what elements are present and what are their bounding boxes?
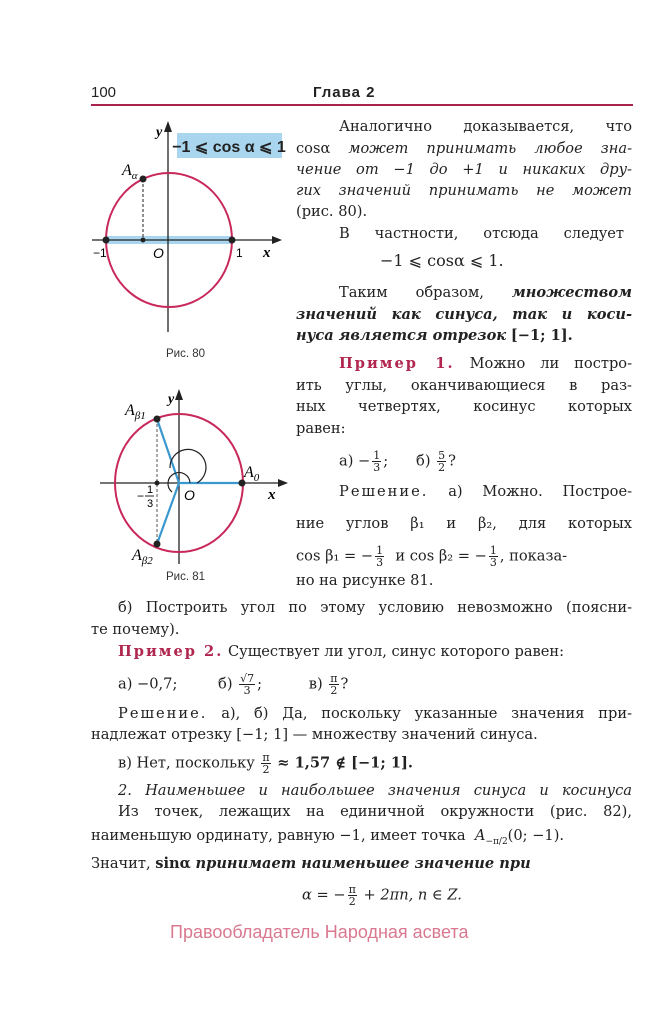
text-line: Аналогично доказывается, что: [339, 118, 632, 135]
numerator: 5: [438, 449, 446, 462]
paragraph-line: [118, 704, 632, 724]
denominator: 3: [243, 684, 251, 697]
text-span: ≈ 1,57 ∉ [−1; 1].: [277, 754, 414, 772]
denominator: 2: [438, 461, 446, 474]
fraction: [437, 450, 446, 473]
denominator: 3: [376, 556, 384, 569]
option-a: а) −: [339, 452, 371, 470]
x-axis-arrow-icon: [278, 479, 288, 487]
origin-label: O: [184, 487, 195, 503]
x-axis-label: x: [263, 245, 271, 261]
denominator: 2: [330, 684, 338, 697]
paragraph-line: [91, 826, 632, 852]
paragraph-line: но на рисунке 81.: [296, 572, 434, 589]
numerator: π: [262, 751, 270, 764]
text-span: наименьшую ординату, равную −1, имеет точка: [91, 827, 466, 844]
example-1-label: Пример 1.: [339, 355, 455, 372]
text-span: , показа-: [499, 547, 568, 565]
text-span: а) Можно. Построе-: [448, 483, 632, 500]
paragraph-line: Из точек, лежащих на единичной окружности (рис. 82),: [118, 803, 632, 820]
text-span: ?: [340, 675, 349, 693]
figure-80-caption: Рис. 80: [166, 348, 206, 360]
text-span: может принимать любое зна-: [348, 140, 632, 157]
text-span: Существует ли угол, синус которого равен:: [227, 643, 565, 660]
paragraph-line: [296, 326, 573, 346]
paragraph-line: те почему).: [91, 621, 180, 638]
paragraph-line: ние углов β₁ и β₂, для которых: [296, 515, 632, 532]
text-span: нуса является отрезок: [296, 327, 507, 344]
paragraph-line: [339, 482, 632, 502]
text-span: в) Нет, поскольку: [118, 754, 255, 772]
point-minus-one: [103, 237, 110, 244]
fraction: [372, 450, 381, 473]
numerator: 1: [376, 544, 384, 557]
point-projection: [141, 238, 146, 243]
x-axis-label: x: [268, 487, 276, 503]
point-label: $A_\alpha$: [122, 162, 138, 182]
y-axis-arrow-icon: [164, 121, 172, 132]
denominator: 2: [262, 763, 270, 776]
minus-sign: −: [137, 489, 145, 503]
paragraph-line: [118, 642, 564, 662]
text-span: ?: [448, 452, 456, 470]
point-a-beta2: [154, 541, 161, 548]
radius-a-beta2: [157, 483, 179, 544]
text-span: множеством: [511, 284, 632, 301]
point-projection: [155, 481, 160, 486]
paragraph-line: [118, 752, 413, 775]
text-span: и cos β₂ = −: [395, 547, 487, 565]
tick-minus-one: −1: [93, 246, 107, 260]
y-axis-label: y: [156, 125, 163, 140]
option-b: б): [416, 452, 431, 470]
numerator: √7: [240, 672, 255, 685]
denominator: 2: [348, 895, 356, 908]
fraction: [329, 673, 338, 696]
text-span: + 2πn, n ∈ Z.: [363, 886, 462, 904]
y-axis-arrow-icon: [175, 389, 183, 400]
text-span: Можно ли постро-: [469, 355, 632, 372]
tick-one: 1: [236, 246, 243, 260]
example-2-options: [118, 673, 348, 696]
cos-range-label: −1 ⩽ cos α ⩽ 1: [172, 139, 286, 156]
text-span: [−1; 1].: [510, 327, 573, 344]
minus-third-den: 3: [147, 498, 154, 510]
example-1-options: [339, 450, 456, 473]
paragraph-line: чение от −1 до +1 и никаких дру-: [296, 161, 632, 178]
paragraph-line: надлежат отрезку [−1; 1] — множеству значений синуса.: [91, 726, 538, 743]
option-b: б): [218, 675, 233, 693]
text-span: Таким образом,: [339, 284, 484, 301]
solution-label: Решение.: [339, 483, 429, 500]
paragraph-line: [339, 117, 632, 137]
text-span: а), б) Да, поскольку указанные значения при-: [221, 705, 632, 722]
page-number: 100: [91, 84, 117, 101]
figure-81-caption: Рис. 81: [166, 571, 206, 583]
paragraph-line: [296, 545, 632, 568]
section-2-title: 2. Наименьшее и наибольшее значения синуса и косинуса: [118, 782, 632, 799]
text-span: ;: [383, 452, 389, 470]
paragraph-line: ных четвертях, косинус которых: [296, 398, 632, 415]
paragraph-line: [91, 854, 531, 874]
x-axis-arrow-icon: [272, 236, 282, 244]
origin-label: O: [153, 245, 164, 261]
denominator: 3: [373, 461, 381, 474]
numerator: π: [330, 672, 338, 685]
numerator: 1: [373, 449, 381, 462]
numerator: 1: [489, 544, 497, 557]
numerator: π: [348, 883, 356, 896]
paragraph-line: В частности, отсюда следует: [339, 225, 624, 242]
paragraph-line: [339, 354, 632, 374]
fraction: [489, 545, 498, 568]
option-a: а) −0,7;: [118, 675, 178, 693]
fraction: [261, 752, 270, 775]
text-span: sinα: [155, 855, 191, 872]
copyright-footer: Правообладатель Народная асвета: [170, 922, 469, 942]
text-span: принимает наименьшее значение при: [195, 855, 531, 872]
option-c: в): [308, 675, 323, 693]
text-span: (0; −1).: [507, 827, 565, 844]
paragraph-line: гих значений принимать не может: [296, 182, 632, 199]
paragraph-line: ить углы, оканчивающиеся в раз-: [296, 377, 632, 394]
fraction: [375, 545, 384, 568]
paragraph-line: б) Построить угол по этому условию невозможно (поясни-: [118, 599, 632, 616]
paragraph-line: значений как синуса, так и коси-: [296, 306, 632, 323]
y-axis-label: y: [168, 392, 175, 407]
point-a-beta1: [154, 416, 161, 423]
chapter-title: Глава 2: [313, 84, 376, 101]
fraction: [239, 673, 255, 696]
point-a-alpha: [140, 176, 147, 183]
denominator: 3: [489, 556, 497, 569]
example-2-label: Пример 2.: [118, 643, 224, 660]
point-subscript: −π/2: [485, 836, 508, 847]
label-a0: $A_0$: [244, 464, 260, 484]
paragraph-line: [339, 283, 632, 303]
solution-label: Решение.: [118, 705, 208, 722]
text-span: cos β₁ = −: [296, 547, 374, 565]
point-one: [229, 237, 236, 244]
label-a-beta1: $A_{\beta 1}$: [125, 402, 146, 422]
label-a-beta2: $A_{\beta 2}$: [132, 547, 153, 567]
formula-cos-range: −1 ⩽ cosα ⩽ 1.: [380, 251, 504, 270]
paragraph-line: [296, 139, 632, 159]
text-span: Значит,: [91, 855, 151, 872]
text-span: α = −: [302, 886, 346, 904]
paragraph-line: (рис. 80).: [296, 203, 368, 220]
minus-third-num: 1: [147, 484, 154, 496]
text-span: cosα: [296, 140, 331, 157]
text-span: ;: [257, 675, 263, 693]
fraction: [348, 884, 357, 907]
point-symbol: A: [474, 827, 486, 844]
formula-sin-minimum: [302, 884, 462, 907]
paragraph-line: равен:: [296, 420, 346, 437]
